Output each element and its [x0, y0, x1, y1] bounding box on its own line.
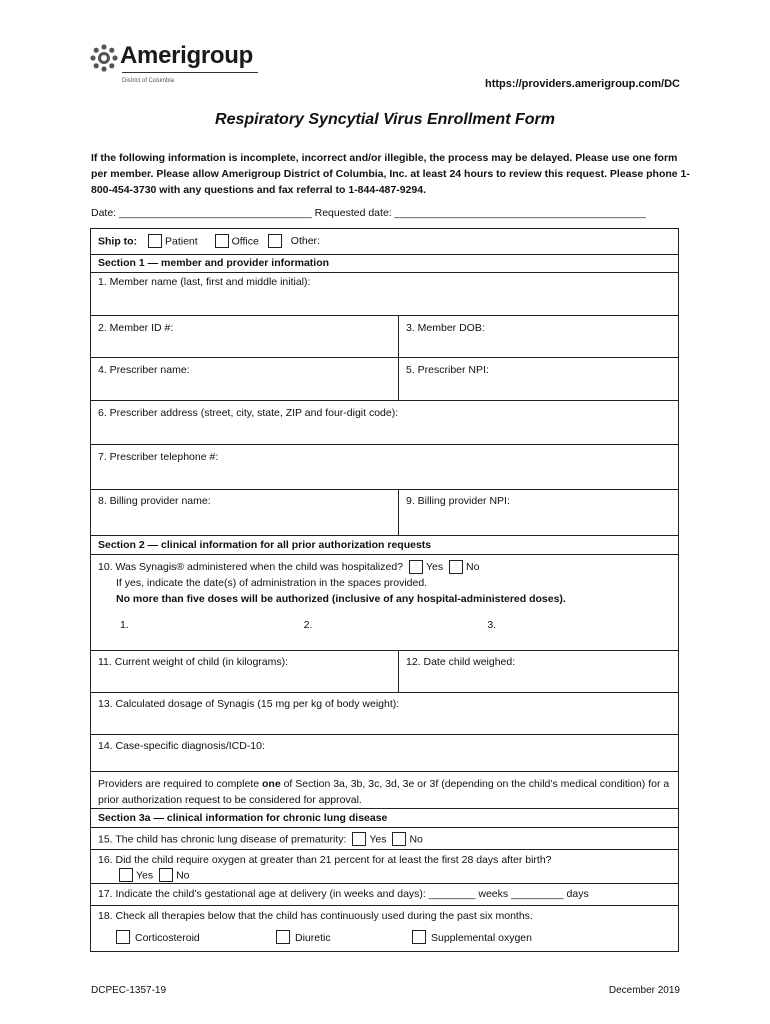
- section3a-heading-row: [90, 808, 679, 827]
- q10-no-checkbox[interactable]: [449, 560, 463, 574]
- providers-note-bold: one: [262, 778, 281, 790]
- billing-provider-npi-field[interactable]: 9. Billing provider NPI:: [406, 495, 510, 507]
- q16-no-label: No: [176, 869, 190, 882]
- child-weight-field[interactable]: 11. Current weight of child (in kilograms):: [91, 651, 399, 692]
- prescriber-row: [90, 357, 679, 400]
- dose-2-field[interactable]: 2.: [303, 619, 313, 631]
- amerigroup-logo: [90, 42, 270, 90]
- prescriber-telephone-field[interactable]: 7. Prescriber telephone #:: [98, 451, 219, 463]
- dose-fields: [98, 617, 671, 633]
- office-checkbox[interactable]: [215, 234, 229, 248]
- member-name-field[interactable]: 1. Member name (last, first and middle initial):: [98, 276, 311, 288]
- q18-row: [90, 905, 679, 952]
- calculated-dosage-field[interactable]: 13. Calculated dosage of Synagis (15 mg per kg of body weight):: [98, 698, 400, 710]
- dose-3-field[interactable]: 3.: [487, 619, 497, 631]
- member-name-row: [90, 272, 679, 315]
- providers-note-after: of Section 3a, 3b, 3c, 3d, 3e or 3f (depending on the child’s medical condition) for a prior authorization request to be considered for approval.: [98, 778, 670, 806]
- form-date: December 2019: [608, 985, 680, 996]
- ship-to-row: [90, 228, 679, 254]
- weight-row: [90, 650, 679, 692]
- section1-heading: Section 1 — member and provider information: [98, 257, 330, 269]
- other-option-label: Other:: [290, 235, 320, 248]
- member-id-dob-row: [90, 315, 679, 357]
- prescriber-npi-field[interactable]: 5. Prescriber NPI:: [406, 364, 489, 376]
- billing-provider-name-field[interactable]: 8. Billing provider name:: [91, 490, 399, 535]
- intro-text: If the following information is incomplete, incorrect and/or illegible, the process may be delayed. Please use one form per member. Please allow Amerigroup District of Columbia, Inc. at least 24 hours to review this request. Please phone 1-800-454-3730 with any questions and fax referral to 1-844-487-9294.: [91, 152, 690, 196]
- supplemental-oxygen-label: Supplemental oxygen: [431, 931, 532, 944]
- section2-heading-row: [90, 535, 679, 554]
- q17-row: [90, 883, 679, 905]
- q15-label: 15. The child has chronic lung disease of prematurity:: [98, 833, 347, 846]
- q16-yes-checkbox[interactable]: [119, 868, 133, 882]
- patient-checkbox[interactable]: [148, 234, 162, 248]
- form-title: Respiratory Syncytial Virus Enrollment Form: [215, 111, 555, 128]
- patient-option-label: Patient: [165, 235, 198, 248]
- q10-yes-checkbox[interactable]: [409, 560, 423, 574]
- q10-note: If yes, indicate the date(s) of administration in the spaces provided.: [116, 577, 428, 589]
- brand-name: Amerigroup: [120, 42, 254, 69]
- q15-no-checkbox[interactable]: [392, 832, 406, 846]
- section3a-heading: Section 3a — clinical information for chronic lung disease: [98, 812, 388, 824]
- corticosteroid-label: Corticosteroid: [135, 931, 200, 944]
- q10-dose-limit: No more than five doses will be authorized (inclusive of any hospital-administered doses).: [116, 593, 566, 605]
- providers-note-before: Providers are required to complete: [98, 778, 262, 790]
- billing-provider-row: [90, 489, 679, 535]
- q15-no-label: No: [409, 833, 423, 846]
- date-line: Date: _________________________________ Requested date: ___________________________________________: [91, 207, 646, 219]
- gestational-age-field[interactable]: 17. Indicate the child’s gestational age at delivery (in weeks and days): ________ weeks _________ days: [98, 888, 589, 900]
- providers-note: [91, 772, 678, 811]
- q16-no-checkbox[interactable]: [159, 868, 173, 882]
- q16-row: [90, 849, 679, 883]
- diuretic-checkbox[interactable]: [276, 930, 290, 944]
- q10-label: 10. Was Synagis® administered when the child was hospitalized?: [98, 561, 404, 573]
- q16-yes-label: Yes: [136, 869, 154, 882]
- brand-divider: [122, 72, 258, 73]
- supplemental-oxygen-checkbox[interactable]: [412, 930, 426, 944]
- q15-row: [90, 827, 679, 849]
- brand-subtitle: District of Columbia: [122, 78, 175, 84]
- section2-heading: Section 2 — clinical information for all prior authorization requests: [98, 539, 432, 551]
- provider-url[interactable]: https://providers.amerigroup.com/DC: [485, 78, 680, 90]
- diagnosis-field[interactable]: 14. Case-specific diagnosis/ICD-10:: [98, 740, 265, 752]
- enrollment-form: [90, 228, 679, 952]
- q10-no-label: No: [466, 561, 480, 573]
- form-code: DCPEC-1357-19: [91, 985, 167, 996]
- prescriber-address-field[interactable]: 6. Prescriber address (street, city, state, ZIP and four-digit code):: [98, 407, 399, 419]
- dosage-row: [90, 692, 679, 734]
- prescriber-address-row: [90, 400, 679, 444]
- q10-yes-label: Yes: [425, 561, 444, 573]
- q18-label: 18. Check all therapies below that the child has continuously used during the past six months.: [98, 910, 533, 922]
- providers-note-row: [90, 771, 679, 808]
- q15-yes-label: Yes: [369, 833, 387, 846]
- diuretic-label: Diuretic: [295, 931, 331, 944]
- q16-label: 16. Did the child require oxygen at greater than 21 percent for at least the first 28 days after birth?: [98, 854, 552, 866]
- logo-gear-icon: [90, 44, 118, 72]
- office-option-label: Office: [231, 235, 259, 248]
- dose-1-field[interactable]: 1.: [120, 619, 129, 631]
- section1-heading-row: [90, 254, 679, 272]
- prescriber-telephone-row: [90, 444, 679, 489]
- synagis-hospital-row: [90, 554, 679, 650]
- q15-yes-checkbox[interactable]: [352, 832, 366, 846]
- member-id-field[interactable]: 2. Member ID #:: [91, 316, 399, 357]
- corticosteroid-checkbox[interactable]: [116, 930, 130, 944]
- therapy-options: [98, 930, 671, 945]
- other-checkbox[interactable]: [268, 234, 282, 248]
- ship-to-label: Ship to:: [98, 235, 138, 248]
- diagnosis-row: [90, 734, 679, 771]
- member-dob-field[interactable]: 3. Member DOB:: [406, 322, 485, 334]
- date-weighed-field[interactable]: 12. Date child weighed:: [406, 656, 516, 668]
- prescriber-name-field[interactable]: 4. Prescriber name:: [91, 358, 399, 400]
